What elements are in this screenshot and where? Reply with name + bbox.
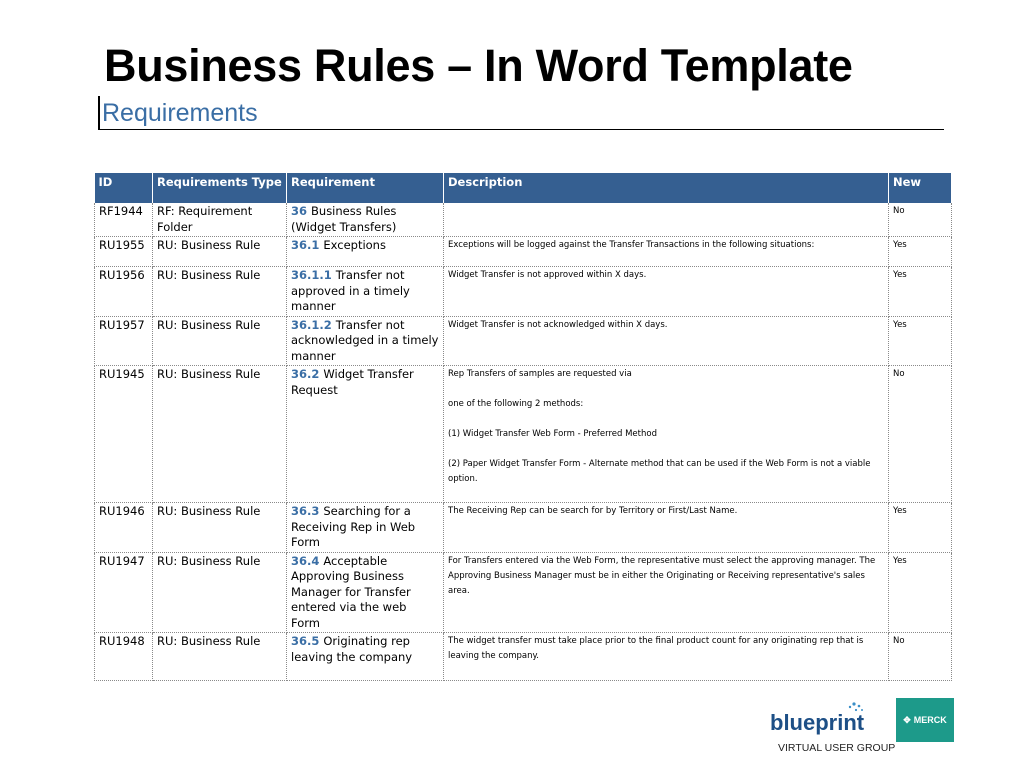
- requirement-number: 36.2: [291, 367, 320, 381]
- cell-requirement: [287, 237, 444, 267]
- requirement-text: Business Rules (Widget Transfers): [291, 204, 397, 234]
- requirement-text: Transfer not acknowledged in a timely manner: [291, 317, 439, 363]
- cell-requirement: [287, 552, 444, 633]
- blueprint-logo: [768, 700, 878, 740]
- cell-description: [444, 633, 889, 681]
- description-paragraph: Widget Transfer is not approved within X days.: [448, 270, 647, 280]
- requirement-number: 36.4: [291, 553, 320, 568]
- section-heading: Requirements: [98, 96, 944, 130]
- table-row: [95, 366, 952, 503]
- cell-id: RU1945: [95, 366, 153, 503]
- table-row: [95, 316, 952, 366]
- description-paragraph: Rep Transfers of samples are requested via: [448, 369, 632, 379]
- cell-requirement: [287, 633, 444, 681]
- blueprint-subtitle: VIRTUAL USER GROUP: [778, 742, 896, 754]
- requirement-text: Originating rep leaving the company: [291, 634, 413, 664]
- requirement-text: Widget Transfer Request: [291, 367, 414, 397]
- cell-description: [444, 203, 889, 237]
- cell-description: [444, 237, 889, 267]
- description-paragraph: Exceptions will be logged against the Transfer Transactions in the following situations:: [448, 240, 815, 250]
- blueprint-logo-mark: [768, 700, 878, 740]
- cell-requirement: [287, 503, 444, 553]
- table-row: [95, 237, 952, 267]
- description-paragraph: The Receiving Rep can be search for by Territory or First/Last Name.: [448, 506, 738, 516]
- requirement-text: Transfer not approved in a timely manner: [291, 268, 410, 313]
- table-header-row: [95, 173, 952, 203]
- cell-requirement: [287, 316, 444, 366]
- cell-requirement: [287, 267, 444, 317]
- cell-new: Yes: [889, 237, 952, 267]
- cell-new: Yes: [889, 503, 952, 553]
- cell-requirements-type: RU: Business Rule: [153, 237, 287, 267]
- cell-id: RU1947: [95, 552, 153, 633]
- column-header-requirements-type: Requirements Type: [153, 173, 287, 203]
- merck-logo: [896, 698, 954, 742]
- cell-description: [444, 316, 889, 366]
- table-row: [95, 552, 952, 633]
- table-body: [95, 203, 952, 681]
- requirement-text: Exceptions: [323, 238, 386, 252]
- cell-new: No: [889, 366, 952, 503]
- cell-requirements-type: RU: Business Rule: [153, 503, 287, 553]
- cell-requirements-type: RU: Business Rule: [153, 267, 287, 317]
- cell-requirement: [287, 203, 444, 237]
- requirement-text: Searching for a Receiving Rep in Web Form: [291, 504, 416, 549]
- cell-new: No: [889, 203, 952, 237]
- slide-title: Business Rules – In Word Template: [104, 40, 853, 91]
- cell-requirements-type: RU: Business Rule: [153, 633, 287, 681]
- requirement-text: Acceptable Approving Business Manager for Transfer entered via the web Form: [291, 553, 411, 630]
- blueprint-logo-text: blueprint: [770, 710, 865, 735]
- cell-requirements-type: RF: Requirement Folder: [153, 203, 287, 237]
- cell-id: RU1955: [95, 237, 153, 267]
- cell-id: RU1957: [95, 316, 153, 366]
- cell-description: [444, 267, 889, 317]
- cell-new: Yes: [889, 552, 952, 633]
- table-row: [95, 203, 952, 237]
- table-row: [95, 267, 952, 317]
- column-header-id: ID: [95, 173, 153, 203]
- cell-description: [444, 366, 889, 503]
- table-row: [95, 503, 952, 553]
- description-paragraph: The widget transfer must take place prior to the final product count for any originating rep that is leaving the company.: [448, 636, 864, 661]
- merck-logo-text: MERCK: [913, 715, 947, 725]
- cell-id: RU1948: [95, 633, 153, 681]
- cell-new: Yes: [889, 316, 952, 366]
- requirement-number: 36: [291, 204, 308, 218]
- description-paragraph: (2) Paper Widget Transfer Form - Alternate method that can be used if the Web Form is not a viable option.: [448, 459, 871, 484]
- description-paragraph: (1) Widget Transfer Web Form - Preferred Method: [448, 429, 657, 439]
- requirement-number: 36.5: [291, 634, 320, 648]
- description-paragraph: For Transfers entered via the Web Form, the representative must select the approving manager. The Approving Business Manager must be in either the Originating or Receiving representative's sales area.: [448, 555, 876, 596]
- requirement-number: 36.1: [291, 238, 320, 252]
- column-header-new: New: [889, 173, 952, 203]
- requirement-number: 36.3: [291, 504, 320, 518]
- column-header-description: Description: [444, 173, 889, 203]
- cell-id: RU1946: [95, 503, 153, 553]
- cell-requirements-type: RU: Business Rule: [153, 316, 287, 366]
- cell-description: [444, 552, 889, 633]
- cell-requirement: [287, 366, 444, 503]
- description-paragraph: one of the following 2 methods:: [448, 399, 584, 409]
- requirement-number: 36.1.2: [291, 317, 332, 332]
- cell-description: [444, 503, 889, 553]
- cell-requirements-type: RU: Business Rule: [153, 552, 287, 633]
- cell-requirements-type: RU: Business Rule: [153, 366, 287, 503]
- cell-new: Yes: [889, 267, 952, 317]
- cell-new: No: [889, 633, 952, 681]
- description-paragraph: Widget Transfer is not acknowledged within X days.: [448, 319, 668, 330]
- merck-logo-icon: ✥: [903, 714, 911, 725]
- requirements-table: [94, 173, 952, 681]
- column-header-requirement: Requirement: [287, 173, 444, 203]
- cell-id: RU1956: [95, 267, 153, 317]
- table-row: [95, 633, 952, 681]
- cell-id: RF1944: [95, 203, 153, 237]
- requirement-number: 36.1.1: [291, 268, 332, 282]
